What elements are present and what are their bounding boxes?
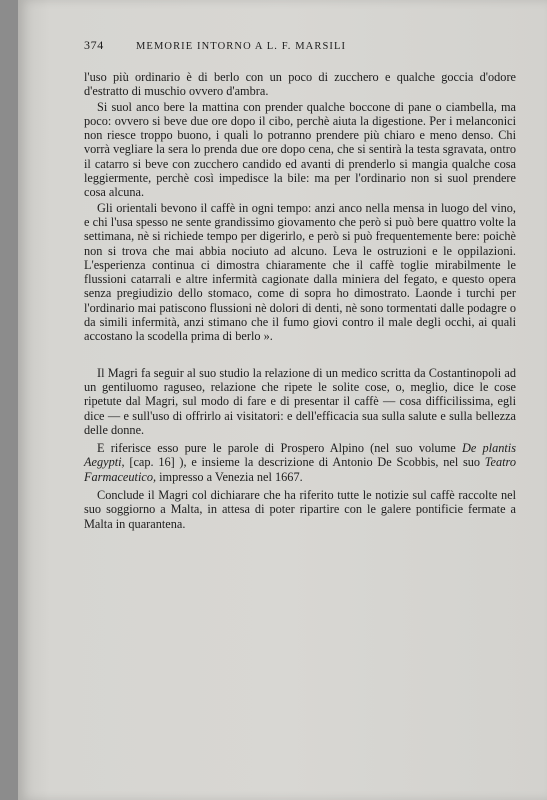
page-number: 374	[84, 38, 104, 52]
quote-paragraph-3: Gli orientali bevono il caffè in ogni tempo: anzi anco nella mensa in luogo del vino, e chi l'usa spesso ne sente grandissimo giovamento che però si può bere quattro volte la settimana, nè si richiede tempo per digerirlo, e però si può frequentemente bere: poichè non si trova che mai abbia nociuto ad alcuno. Leva le ostruzioni e le oppilazioni. L'esperienza continua ci dimostra chiaramente che il caffè toglie mirabilmente le flussioni catarrali e altre infermità cagionate dalla miniera del fegato, e questo opera senza pregiudizio dello stomaco, come di sopra ho dimostrato. Laonde i turchi per l'ordinario mai patiscono flussioni nè dolori di denti, nè sono tormentati dalle podagre o da simili infermità, anzi stimano che il fumo giovi contro il male degli occhi, ai quali accostano la scodella prima di berlo ».	[84, 200, 516, 344]
book-page	[18, 0, 547, 800]
book-title-teatro: Teatro Farmaceutico,	[84, 455, 516, 484]
paragraph-text: [cap. 16] ), e insieme la descrizione di Antonio De Scobbis, nel suo	[124, 455, 485, 470]
body-paragraph-1: Il Magri fa seguir al suo studio la relazione di un medico scritta da Costantinopoli ad un gentiluomo raguseo, relazione che ripete le solite cose, o, meglio, dice le cose ripetute dal Magri, sul modo di fare e di presentar il caffè — cosa difficilissima, egli dice — e sull'uso di offrirlo ai visitatori: e dell'efficacia sua sulla salute e sulla bellezza delle donne.	[84, 365, 516, 437]
running-title: MEMORIE INTORNO A L. F. MARSILI	[136, 41, 347, 52]
page-text-block	[84, 38, 516, 531]
quote-paragraph-2: Si suol anco bere la mattina con prender qualche boccone di pane o ciambella, ma poco: ovvero si beve due ore dopo il cibo, perchè aiuta la digestione. Per i melanconici non riesce troppo buono, i quali lo potranno prendere più chiaro e meno denso. Chi vorrà vegliare la sera lo prenda due ore dopo cena, che si sentirà la testa sgravata, ontro il catarro si beve con zucchero candido ed avanti di prenderlo si mangia qualche cosa leggiermente, perchè così impedisce la bile: ma per l'ordinario non si suol prendere cosa alcuna.	[84, 99, 516, 200]
main-text	[84, 366, 516, 531]
quoted-passage	[84, 70, 516, 344]
quote-paragraph-1: l'uso più ordinario è di berlo con un poco di zucchero e qualche goccia d'odore d'estratto di muschio ovvero d'ambra.	[84, 70, 516, 99]
body-paragraph-2	[84, 441, 516, 484]
paragraph-text: E riferisce esso pure le parole di Prospero Alpino (nel suo volume	[97, 441, 462, 456]
paragraph-text: impresso a Venezia nel 1667.	[156, 469, 303, 484]
book-title-de-plantis: De plantis Aegypti,	[84, 441, 516, 470]
running-head	[84, 38, 516, 54]
body-paragraph-3: Conclude il Magri col dichiarare che ha riferito tutte le notizie sul caffè raccolte nel suo soggiorno a Malta, in attesa di poter ripartire con le galere pontificie fermate a Malta in quarantena.	[84, 488, 516, 531]
